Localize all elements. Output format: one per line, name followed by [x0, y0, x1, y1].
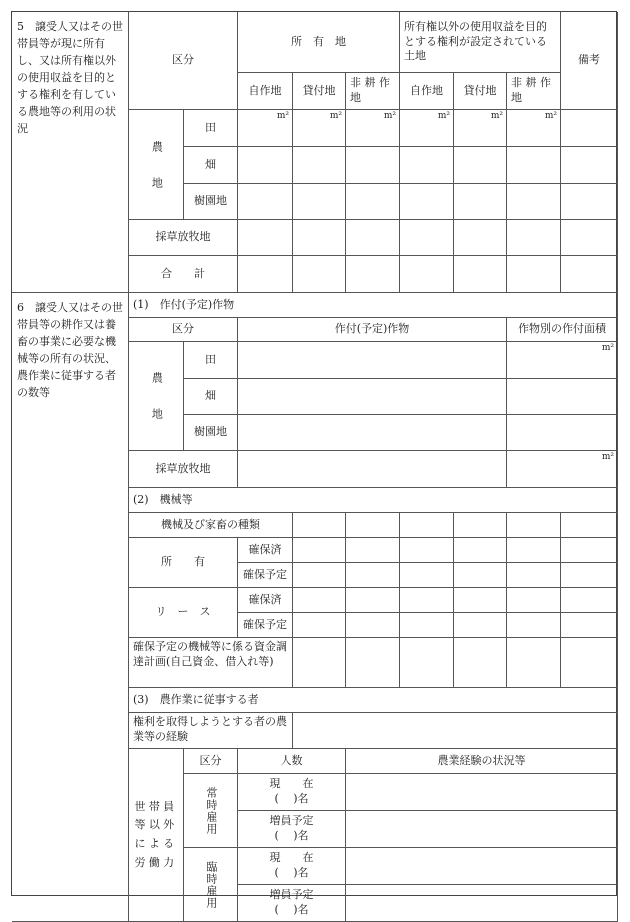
unit-label: m² [400, 110, 454, 147]
current-label: 現 在 [269, 851, 314, 865]
machine-cell[interactable] [507, 513, 561, 538]
crops-orchard-label: 樹園地 [184, 415, 238, 451]
field-label: 畑 [184, 147, 238, 184]
crop-column-header: 作付(予定)作物 [238, 318, 507, 342]
machine-cell[interactable] [507, 588, 561, 613]
value-cell[interactable] [454, 147, 507, 184]
other-rights-land-header: 所有権以外の使用収益を目的とする権利が設定されている土地 [400, 12, 561, 73]
persons-label: ( )名 [274, 903, 309, 916]
value-cell[interactable] [454, 220, 507, 256]
experience-input[interactable] [293, 713, 618, 749]
experience-label: 権利を取得しようとする者の農業等の経験 [129, 713, 293, 749]
value-cell[interactable] [507, 220, 561, 256]
crops-field-label: 畑 [184, 379, 238, 415]
outside-labor-label: 世帯員等以外による労働力 [129, 749, 184, 922]
machine-cell[interactable] [293, 563, 346, 588]
value-cell[interactable] [293, 147, 346, 184]
unit-label: m² [293, 110, 346, 147]
machine-cell[interactable] [400, 563, 454, 588]
machine-cell[interactable] [561, 538, 618, 563]
crops-farmland-label: 農 地 [129, 342, 184, 451]
experience-status-input[interactable] [346, 848, 618, 885]
machine-cell[interactable] [400, 538, 454, 563]
machine-cell[interactable] [454, 563, 507, 588]
machine-cell[interactable] [400, 613, 454, 638]
machine-cell[interactable] [400, 638, 454, 688]
owned-uncultivated-header: 非 耕 作 地 [346, 73, 400, 110]
machine-cell[interactable] [454, 613, 507, 638]
orchard-label: 樹園地 [184, 184, 238, 220]
remarks-header: 備考 [561, 12, 618, 110]
crops-heading: (1) 作付(予定)作物 [129, 293, 618, 318]
value-cell[interactable] [293, 220, 346, 256]
section5-kubun-header: 区分 [129, 12, 238, 110]
current-label: 現 在 [269, 777, 314, 791]
machine-cell[interactable] [293, 638, 346, 688]
owned-secured-label: 確保済 [238, 538, 293, 563]
total-label: 合 計 [129, 256, 238, 293]
machine-cell[interactable] [561, 588, 618, 613]
crops-pasture-label: 採草放牧地 [129, 451, 238, 488]
value-cell[interactable] [454, 184, 507, 220]
owned-self-cultivated-header: 自作地 [238, 73, 293, 110]
paddy-label: 田 [184, 110, 238, 147]
experience-status-input[interactable] [346, 774, 618, 811]
value-cell[interactable] [400, 147, 454, 184]
value-cell[interactable] [346, 184, 400, 220]
rights-leased-header: 貸付地 [454, 73, 507, 110]
machine-cell[interactable] [400, 513, 454, 538]
value-cell[interactable] [238, 147, 293, 184]
persons-label: ( )名 [274, 792, 309, 805]
machine-cell[interactable] [454, 638, 507, 688]
temporary-increase-count[interactable] [238, 885, 346, 922]
total-cell[interactable] [346, 256, 400, 293]
pasture-label: 採草放牧地 [129, 220, 238, 256]
value-cell[interactable] [346, 220, 400, 256]
owned-label: 所 有 [129, 538, 238, 588]
lease-secured-label: 確保済 [238, 588, 293, 613]
machine-cell[interactable] [507, 638, 561, 688]
rights-self-cultivated-header: 自作地 [400, 73, 454, 110]
increase-label: 増員予定 [269, 814, 314, 828]
crops-paddy-label: 田 [184, 342, 238, 379]
owned-leased-header: 貸付地 [293, 73, 346, 110]
value-cell[interactable] [238, 220, 293, 256]
increase-label: 増員予定 [269, 888, 314, 902]
lease-label: リ ー ス [129, 588, 238, 638]
crop-area-unit: m² [507, 451, 618, 488]
machine-cell[interactable] [293, 588, 346, 613]
machine-cell[interactable] [400, 588, 454, 613]
unit-label: m² [454, 110, 507, 147]
workers-kubun-header: 区分 [184, 749, 238, 774]
crop-area-input[interactable] [507, 379, 618, 415]
machine-cell[interactable] [454, 538, 507, 563]
machine-cell[interactable] [454, 588, 507, 613]
machine-cell[interactable] [507, 538, 561, 563]
value-cell[interactable] [238, 184, 293, 220]
machine-cell[interactable] [346, 513, 400, 538]
machine-cell[interactable] [346, 638, 400, 688]
experience-status-input[interactable] [346, 885, 618, 922]
machine-cell[interactable] [346, 538, 400, 563]
machines-heading: (2) 機械等 [129, 488, 618, 513]
machine-cell[interactable] [293, 538, 346, 563]
regular-employment-label: 常時雇用 [184, 774, 238, 848]
crop-area-header: 作物別の作付面積 [507, 318, 618, 342]
machine-cell[interactable] [293, 513, 346, 538]
crop-input[interactable] [238, 415, 507, 451]
machine-cell[interactable] [561, 613, 618, 638]
total-cell[interactable] [293, 256, 346, 293]
machine-cell[interactable] [507, 563, 561, 588]
section5-title: 5 譲受人又はその世帯員等が現に所有し、又は所有権以外の使用収益を目的とする権利を有している農地等の利用の状況 [12, 12, 129, 293]
regular-increase-count[interactable] [238, 811, 346, 848]
persons-label: ( )名 [274, 829, 309, 842]
total-cell[interactable] [400, 256, 454, 293]
experience-status-header: 農業経験の状況等 [346, 749, 618, 774]
experience-status-input[interactable] [346, 811, 618, 848]
machine-type-label: 機械及び家畜の種類 [129, 513, 293, 538]
funding-plan-label: 確保予定の機械等に係る資金調達計画(自己資金、借入れ等) [129, 638, 293, 688]
crop-input[interactable] [238, 451, 507, 488]
machine-cell[interactable] [346, 563, 400, 588]
land-use-form-table [11, 11, 617, 916]
remarks-cell[interactable] [561, 147, 618, 184]
unit-label: m² [507, 110, 561, 147]
owned-planned-label: 確保予定 [238, 563, 293, 588]
unit-label: m² [346, 110, 400, 147]
lease-planned-label: 確保予定 [238, 613, 293, 638]
remarks-cell[interactable] [561, 184, 618, 220]
crop-input[interactable] [238, 379, 507, 415]
section6-title: 6 譲受人又はその世帯員等の耕作又は養畜の事業に必要な機械等の所有の状況、農作業に従事する者の数等 [12, 293, 129, 922]
workers-heading: (3) 農作業に従事する者 [129, 688, 618, 713]
machine-cell[interactable] [507, 613, 561, 638]
machine-cell[interactable] [346, 588, 400, 613]
total-cell[interactable] [507, 256, 561, 293]
value-cell[interactable] [507, 147, 561, 184]
remarks-cell[interactable] [561, 220, 618, 256]
crop-input[interactable] [238, 342, 507, 379]
section5-farmland-label: 農 地 [129, 110, 184, 220]
machine-cell[interactable] [561, 638, 618, 688]
machine-cell[interactable] [454, 513, 507, 538]
crops-kubun-header: 区分 [129, 318, 238, 342]
value-cell[interactable] [400, 220, 454, 256]
remarks-cell[interactable] [561, 110, 618, 147]
temporary-current-count[interactable] [238, 848, 346, 885]
unit-label: m² [238, 110, 293, 147]
machine-cell[interactable] [346, 613, 400, 638]
total-cell[interactable] [454, 256, 507, 293]
crop-area-input[interactable] [507, 415, 618, 451]
machine-cell[interactable] [293, 613, 346, 638]
temporary-employment-label: 臨時雇用 [184, 848, 238, 922]
machine-cell[interactable] [561, 563, 618, 588]
value-cell[interactable] [346, 147, 400, 184]
value-cell[interactable] [400, 184, 454, 220]
owned-land-header: 所 有 地 [238, 12, 400, 73]
persons-label: ( )名 [274, 866, 309, 879]
total-cell[interactable] [238, 256, 293, 293]
machine-cell[interactable] [561, 513, 618, 538]
value-cell[interactable] [293, 184, 346, 220]
crop-area-unit: m² [507, 342, 618, 379]
rights-uncultivated-header: 非 耕 作 地 [507, 73, 561, 110]
remarks-cell[interactable] [561, 256, 618, 293]
headcount-header: 人数 [238, 749, 346, 774]
regular-current-count[interactable] [238, 774, 346, 811]
value-cell[interactable] [507, 184, 561, 220]
